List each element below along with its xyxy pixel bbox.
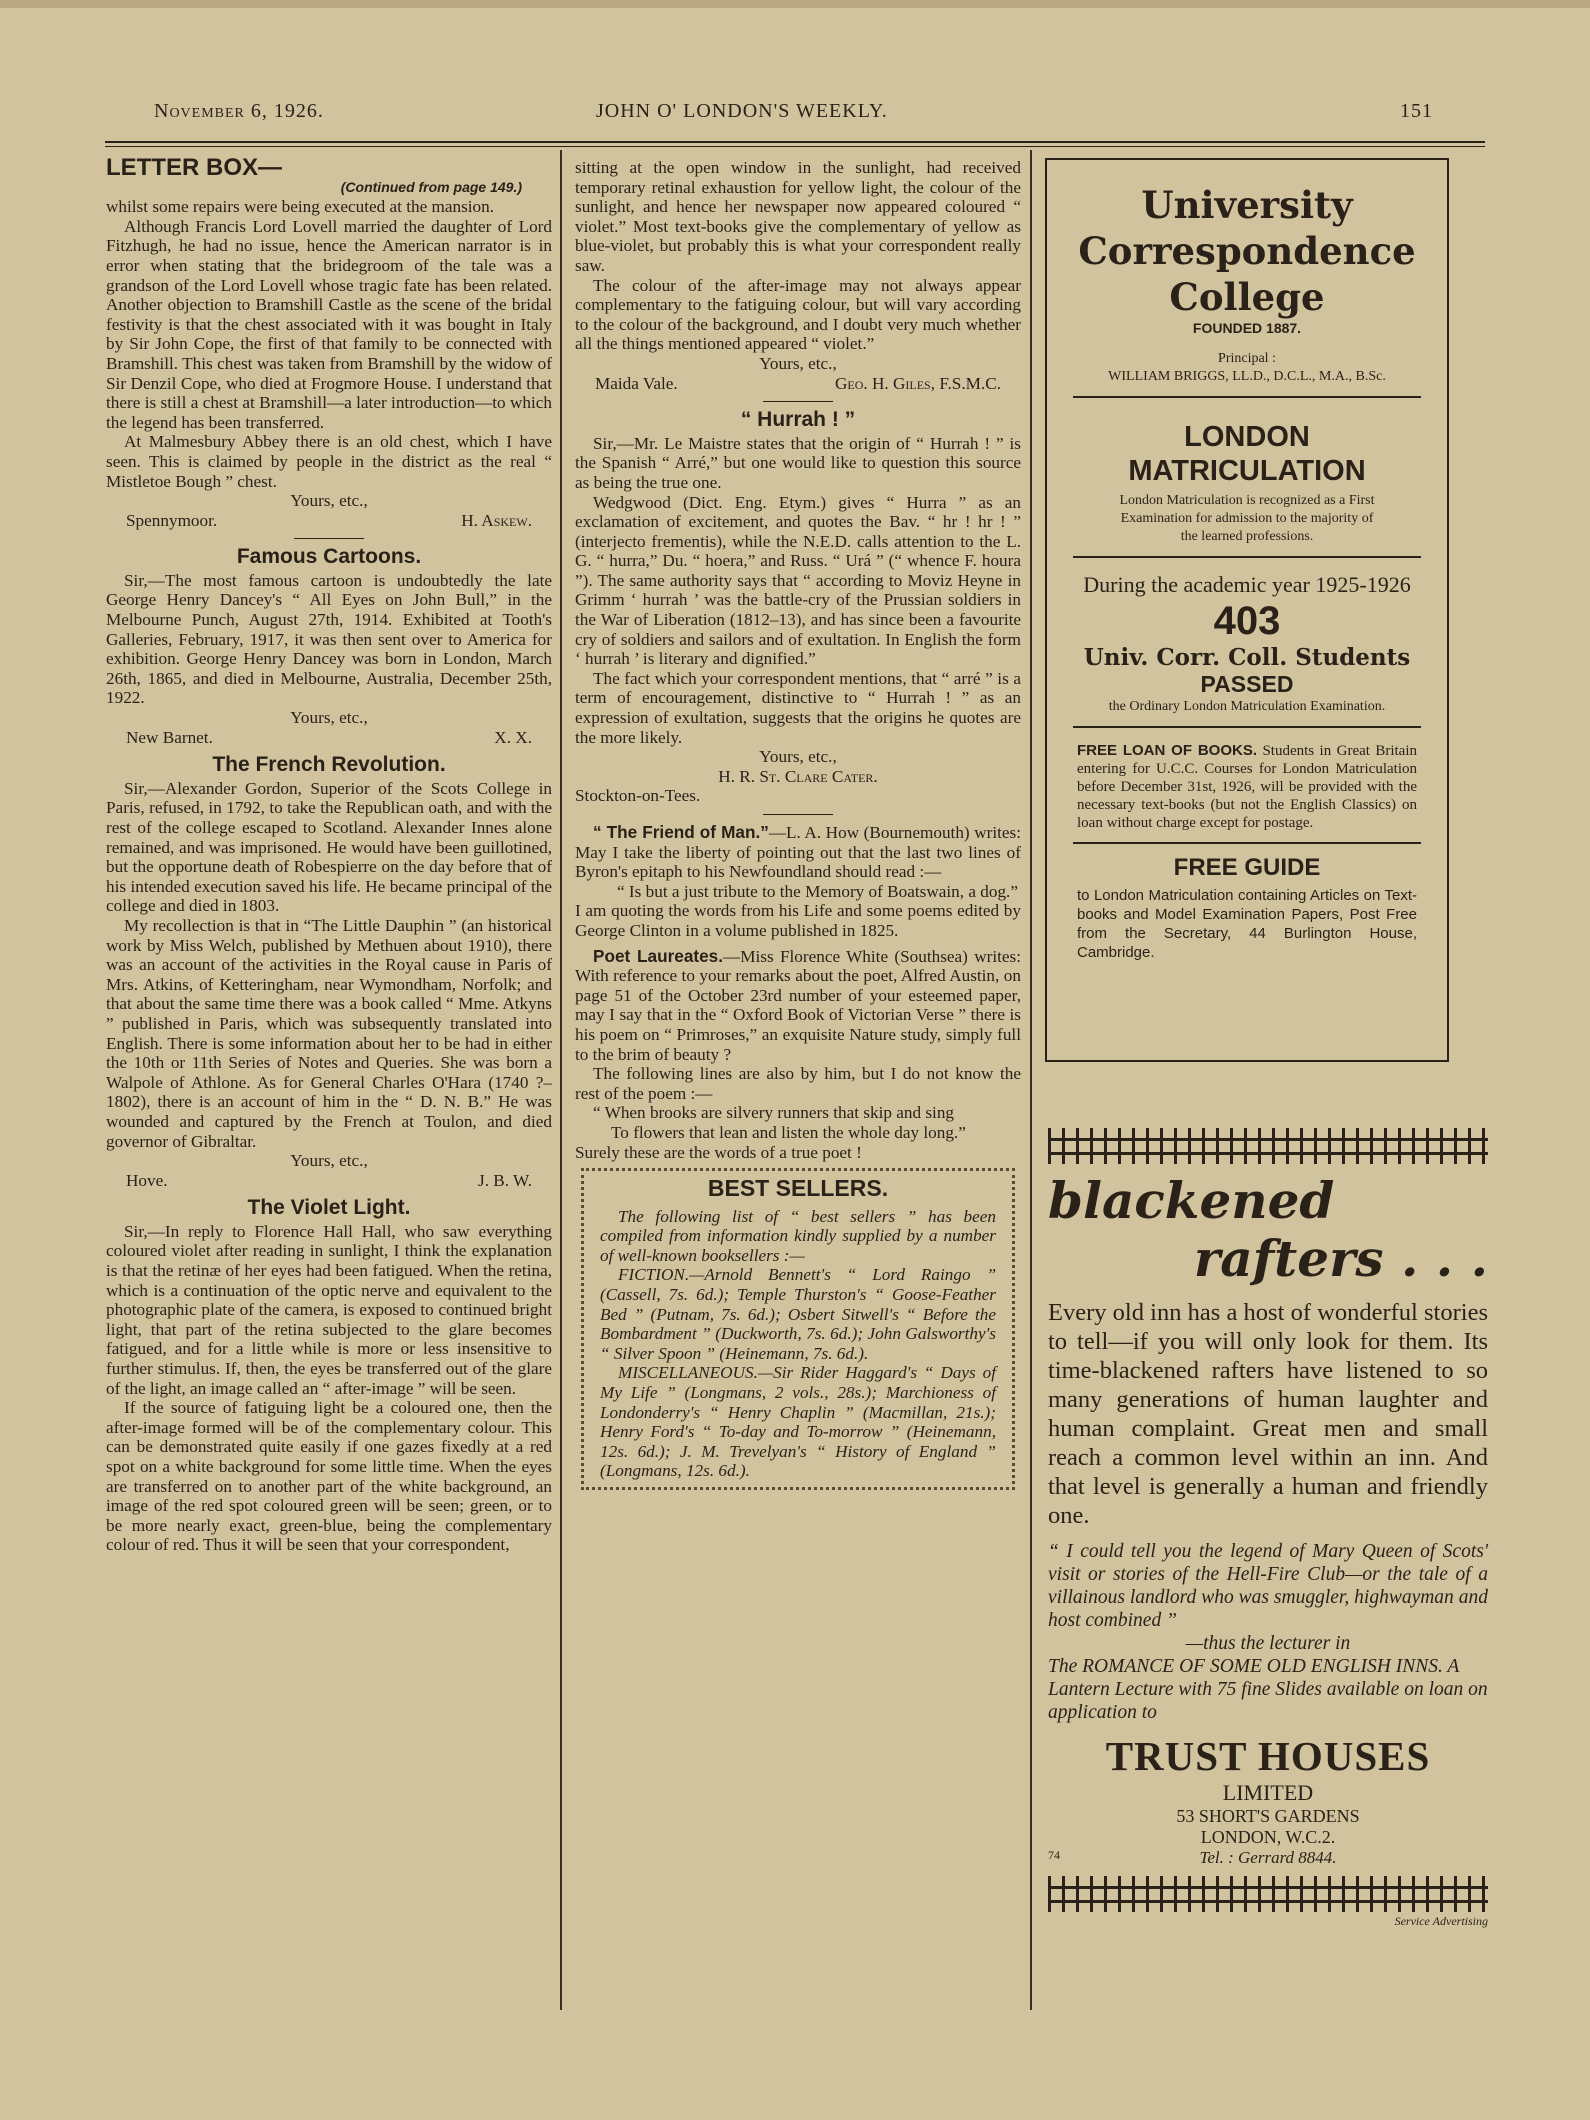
poet-text: —Miss Florence White (Southsea) writes: With reference to your remarks about the poet, Alfred Austin, on page 51 of the October 23rd number of your esteemed paper, may I say that in the “ Oxford Book of Victorian Verse ” there is his poem on “ Primroses,” an exquisite Nature study, simply full to the brim of beauty ? bbox=[575, 946, 1021, 1064]
paragraph: At Malmesbury Abbey there is an old chest, which I have seen. This is claimed by people in the district as the real “ Mistletoe Bough ” chest. bbox=[106, 432, 552, 491]
signature-name: J. B. W. bbox=[478, 1170, 532, 1190]
ucc-advertisement bbox=[1045, 158, 1449, 1062]
divider bbox=[1073, 726, 1421, 728]
paragraph: The following lines are also by him, but I do not know the rest of the poem :— bbox=[575, 1064, 1021, 1103]
ad-title-line: blackened bbox=[1048, 1171, 1335, 1230]
address-line: 53 SHORT'S GARDENS bbox=[1176, 1806, 1360, 1826]
signature-yours: Yours, etc., bbox=[290, 708, 368, 728]
friend-text: —L. A. How (Bournemouth) writes: May I take the liberty of pointing out that the last two lines of Byron's epitaph to his Newfoundland should read :— bbox=[575, 823, 1021, 882]
paragraph: Surely these are the words of a true poet ! bbox=[575, 1142, 862, 1162]
paragraph: sitting at the open window in the sunlight, had received temporary retinal exhaustion for yellow light, the colour of the sunlight, and hence her newspaper now appeared coloured “ violet.” Most text-books give the complementary of yellow as blue-violet, but probably this is what your correspondent really saw. bbox=[575, 158, 1021, 275]
paragraph: The colour of the after-image may not always appear complementary to the fatiguing colour, but will vary according to the colour of the background, and I doubt very much whether all the things mentioned appeared “ violet.” bbox=[575, 275, 1021, 354]
ad-code: 74 bbox=[1048, 1848, 1060, 1862]
signature bbox=[575, 374, 1021, 394]
academic-year: During the academic year 1925-1926 bbox=[1083, 572, 1411, 597]
signature-yours: Yours, etc., bbox=[290, 491, 368, 511]
ad-quote: “ I could tell you the legend of Mary Queen of Scots' visit or stories of the Hell-Fire Club—or the tale of a villainous landlord who was smuggler, highwayman and host combined ” bbox=[1048, 1541, 1488, 1631]
signature-place: Maida Vale. bbox=[595, 373, 678, 393]
letter-box-heading: LETTER BOX— bbox=[106, 154, 283, 181]
poem-line: “ When brooks are silvery runners that skip and sing bbox=[593, 1103, 955, 1123]
signature bbox=[106, 728, 552, 748]
signature-yours: Yours, etc., bbox=[759, 353, 837, 373]
signature bbox=[106, 511, 552, 531]
divider bbox=[1073, 556, 1421, 558]
ad-body: Every old inn has a host of wonderful stories to tell—if you will only look for them. Its time-blackened rafters have listened to so many generations of human laughter and human complaint. Great men and small reach a common level within an inn. And that level is generally a human and friendly one. bbox=[1048, 1299, 1488, 1529]
agency-credit: Service Advertising bbox=[1394, 1914, 1488, 1928]
header-rule-thin bbox=[105, 146, 1485, 147]
header-rule bbox=[105, 141, 1485, 143]
company-name: TRUST HOUSES bbox=[1105, 1733, 1431, 1779]
publication-title: JOHN O' LONDON'S WEEKLY. bbox=[596, 100, 888, 122]
signature-place: New Barnet. bbox=[126, 727, 213, 747]
paragraph bbox=[575, 947, 1021, 1065]
principal-label: Principal : bbox=[1218, 351, 1276, 366]
divider bbox=[763, 401, 833, 402]
letter-title: “ Hurrah ! ” bbox=[740, 408, 856, 432]
ad-thus: —thus the lecturer in bbox=[1185, 1633, 1351, 1654]
signature-place: Hove. bbox=[126, 1170, 168, 1190]
trust-houses-advertisement bbox=[1048, 1128, 1488, 1929]
poet-heading: Poet Laureates. bbox=[593, 945, 724, 966]
free-loan bbox=[1047, 738, 1447, 832]
signature-yours: Yours, etc., bbox=[290, 1151, 368, 1171]
paragraph: whilst some repairs were being executed at the mansion. bbox=[106, 197, 495, 217]
signature bbox=[106, 1171, 552, 1191]
principal-name: WILLIAM BRIGGS, LL.D., D.C.L., M.A., B.Sc. bbox=[1108, 369, 1386, 384]
exam-line: the Ordinary London Matriculation Examination. bbox=[1108, 699, 1386, 714]
address-line: LONDON, W.C.2. bbox=[1200, 1827, 1336, 1847]
telephone bbox=[1048, 1848, 1488, 1868]
column-2 bbox=[575, 158, 1021, 1490]
best-sellers-box bbox=[581, 1168, 1015, 1490]
recognition-text: London Matriculation is recognized as a First Examination for admission to the majority of the learned professions. bbox=[1119, 493, 1375, 544]
page-edge bbox=[0, 0, 1590, 8]
paragraph: My recollection is that in “The Little Dauphin ” (an historical work by Miss Welch, published by Methuen about 1910), there was an account of the activities in the Royal cause in Paris of Mrs. Atkins, of Ketteringham, near Wymondham, Norfolk; and that about the same time there was a book called “ Mme. Atkyns ” published in Paris, which was subsequently translated into English. There is some information about her to be had in either the 10th or 11th Series of Notes and Queries. She was born a Walpole of Athlone. As for General Charles O'Hara (1740 ?–1802), there is an account of him in the “ D. N. B.” He was wounded and captured by the French at Toulon, and died governor of Gibraltar. bbox=[106, 915, 552, 1151]
free-loan-text: Students in Great Britain entering for U.C.C. Courses for London Matriculation before December 31st, 1926, will be provided with the necessary text-books (but not the English Classics) on loan without charge except for postage. bbox=[1077, 743, 1418, 831]
paragraph: Wedgwood (Dict. Eng. Etym.) gives “ Hurra ” as an exclamation of excitement, and quotes the Bav. “ hr ! hr ! ” (interjecto frementis), while the N.E.D. calls attention to the L. G. “ hurra,” Du. “ hoera,” and Russ. “ Urá ” (“ whence F. houra ”). The same authority says that “ according to Moviz Heyne in Grimm ‘ hurrah ’ was the battle-cry of the Prussian soldiers in the War of Liberation (1812–13), and has since been a favourite cry of soldiers and sailors and of exultation. In English the form ‘ hurrah ’ is literary and dignified.” bbox=[575, 492, 1021, 669]
paragraph bbox=[575, 823, 1021, 882]
issue-date: November 6, 1926. bbox=[154, 100, 324, 122]
quote: “ Is but a just tribute to the Memory of Boatswain, a dog.” bbox=[617, 881, 1018, 901]
divider bbox=[1073, 842, 1421, 844]
students-line: Univ. Corr. Coll. Students bbox=[1083, 644, 1411, 671]
paragraph: If the source of fatiguing light be a coloured one, then the after-image formed will be of the complementary colour. This can be demonstrated quite easily if one gazes fixedly at a red spot on a white background for some little time. When the eyes are transferred on to another part of the white background, an image of the red spot coloured green will be seen; green, or to be more nearly exact, green-blue, being the complementary colour of red. Thus it will be seen that your correspondent, bbox=[106, 1398, 552, 1555]
column-rule bbox=[560, 150, 562, 2010]
best-sellers-fiction: FICTION.—Arnold Bennett's “ Lord Raingo ” (Cassell, 7s. 6d.); Temple Thurston's “ Goose-Feather Bed ” (Putnam, 7s. 6d.); Osbert Sitwell's “ Before the Bombardment ” (Duckworth, 7s. 6d.); John Galsworthy's “ Silver Spoon ” (Heinemann, 7s. 6d.). bbox=[600, 1265, 996, 1363]
founded: FOUNDED 1887. bbox=[1192, 320, 1302, 336]
telephone-number: Tel. : Gerrard 8844. bbox=[1199, 1848, 1337, 1867]
pass-count: 403 bbox=[1213, 599, 1281, 643]
letter-title: Famous Cartoons. bbox=[236, 545, 422, 569]
continued-note: (Continued from page 149.) bbox=[340, 178, 522, 195]
london-heading: LONDON bbox=[1184, 421, 1310, 453]
column-1 bbox=[106, 154, 552, 1555]
paragraph: Sir,—The most famous cartoon is undoubtedly the late George Henry Dancey's “ All Eyes on John Bull,” in the Melbourne Punch, August 27th, 1914. Exhibited at Tooth's Galleries, February, 1917, it was then sent over to America for exhibition. George Henry Dancey was born in London, March 26th, 1865, and died in Melbourne, Australia, December 25th, 1922. bbox=[106, 570, 552, 708]
college-name-line: College bbox=[1169, 275, 1325, 319]
best-sellers-intro: The following list of “ best sellers ” has been compiled from information kindly supplied by a number of well-known booksellers :— bbox=[600, 1206, 996, 1265]
page-number: 151 bbox=[1400, 100, 1433, 122]
friend-heading: “ The Friend of Man.” bbox=[593, 822, 769, 842]
letter-title: The Violet Light. bbox=[247, 1196, 411, 1220]
divider bbox=[1073, 396, 1421, 398]
college-name-line: Correspondence bbox=[1078, 229, 1416, 273]
paragraph: Sir,—In reply to Florence Hall Hall, who saw everything coloured violet after reading in sunlight, I think the explanation is that the retinæ of her eyes had been fatigued. When the retina, which is a continuation of the optic nerve and equivalent to the photographic plate of the camera, is exposed to continued bright light, that part of the retina subjected to the glare becomes fatigued, and for a little while is more or less insensitive to further stimulus. If, then, the eyes be transferred out of the glare of the light, an image called an “ after-image ” will be seen. bbox=[106, 1221, 552, 1398]
free-loan-heading: FREE LOAN OF BOOKS. bbox=[1077, 742, 1258, 759]
signature-name: Geo. H. Giles, F.S.M.C. bbox=[834, 373, 1001, 393]
paragraph: Sir,—Mr. Le Maistre states that the origin of “ Hurrah ! ” is the Spanish “ Arré,” but one would like to question this source as being the true one. bbox=[575, 433, 1021, 492]
divider bbox=[294, 538, 364, 539]
paragraph: I am quoting the words from his Life and some poems edited by George Clinton in a volume published in 1825. bbox=[575, 901, 1021, 940]
signature-name: H. Askew. bbox=[461, 510, 532, 530]
paragraph: The fact which your correspondent mentions, that “ arré ” is a term of encouragement, distinctive to “ Hurrah ! ” as an expression of exultation, suggests that the origins he quotes are the more likely. bbox=[575, 668, 1021, 747]
company-limited: LIMITED bbox=[1222, 1780, 1314, 1805]
running-header bbox=[150, 100, 1480, 134]
rafters-ornament bbox=[1048, 1876, 1488, 1912]
signature-name: X. X. bbox=[494, 727, 532, 747]
rafters-ornament bbox=[1048, 1128, 1488, 1164]
matriculation-heading: MATRICULATION bbox=[1128, 455, 1366, 487]
best-sellers-title: BEST SELLERS. bbox=[707, 1175, 889, 1202]
divider bbox=[763, 814, 833, 815]
signature-yours: Yours, etc., bbox=[759, 747, 837, 767]
ad-title-line: rafters . . . bbox=[1193, 1229, 1488, 1288]
signature-place: Spennymoor. bbox=[126, 510, 218, 530]
college-name bbox=[1047, 182, 1447, 320]
paragraph: Sir,—Alexander Gordon, Superior of the Scots College in Paris, refused, in 1792, to take the Republican oath, and with the rest of the college escaped to Scotland. Alexander Innes alone remained, and was imprisoned. He would have been guillotined, but the opportune death of Robespierre on the day before that of his intended execution saved his life. He became principal of the college and died in 1803. bbox=[106, 778, 552, 916]
passed-line: PASSED bbox=[1200, 671, 1294, 697]
poem-line: To flowers that lean and listen the whole day long.” bbox=[611, 1122, 966, 1142]
free-guide-heading: FREE GUIDE bbox=[1173, 854, 1321, 881]
paragraph: Although Francis Lord Lovell married the daughter of Lord Fitzhugh, he had no issue, hence the American narrator is in error when stating that the bridegroom of the tale was a grandson of the Lord Lovell whose tragic fate has been related. Another objection to Bramshill Castle as the scene of the bridal festivity is that the chest associated with it was bought in Italy by Sir John Cope, the first of that family to be connected with Bramshill. This chest was taken from Bramshill by the widow of Sir Denzil Cope, who died at Frogmore House. I understand that there is still a chest at Bramshill—a later introduction—to which the legend has been transferred. bbox=[106, 216, 552, 432]
letter-title: The French Revolution. bbox=[212, 753, 446, 777]
ad-lecture: The ROMANCE OF SOME OLD ENGLISH INNS. A Lantern Lecture with 75 fine Slides available on loan on application to bbox=[1048, 1656, 1488, 1723]
free-guide-text: to London Matriculation containing Articles on Text-books and Model Examination Papers, Post Free from the Secretary, 44 Burlington House, Cambridge. bbox=[1077, 887, 1417, 961]
signature-name: H. R. St. Clare Cater. bbox=[718, 766, 878, 786]
college-name-line: University bbox=[1141, 183, 1353, 227]
signature-place: Stockton-on-Tees. bbox=[575, 786, 701, 806]
best-sellers-misc: MISCELLANEOUS.—Sir Rider Haggard's “ Days of My Life ” (Longmans, 2 vols., 28s.); Marchioness of Londonderry's “ Henry Chaplin ” (Macmillan, 21s.); Henry Ford's “ To-day and To-morrow ” (Heinemann, 12s. 6d.); J. M. Trevelyan's “ History of England ” (Longmans, 12s. 6d.). bbox=[600, 1363, 996, 1481]
column-rule bbox=[1030, 150, 1032, 2010]
